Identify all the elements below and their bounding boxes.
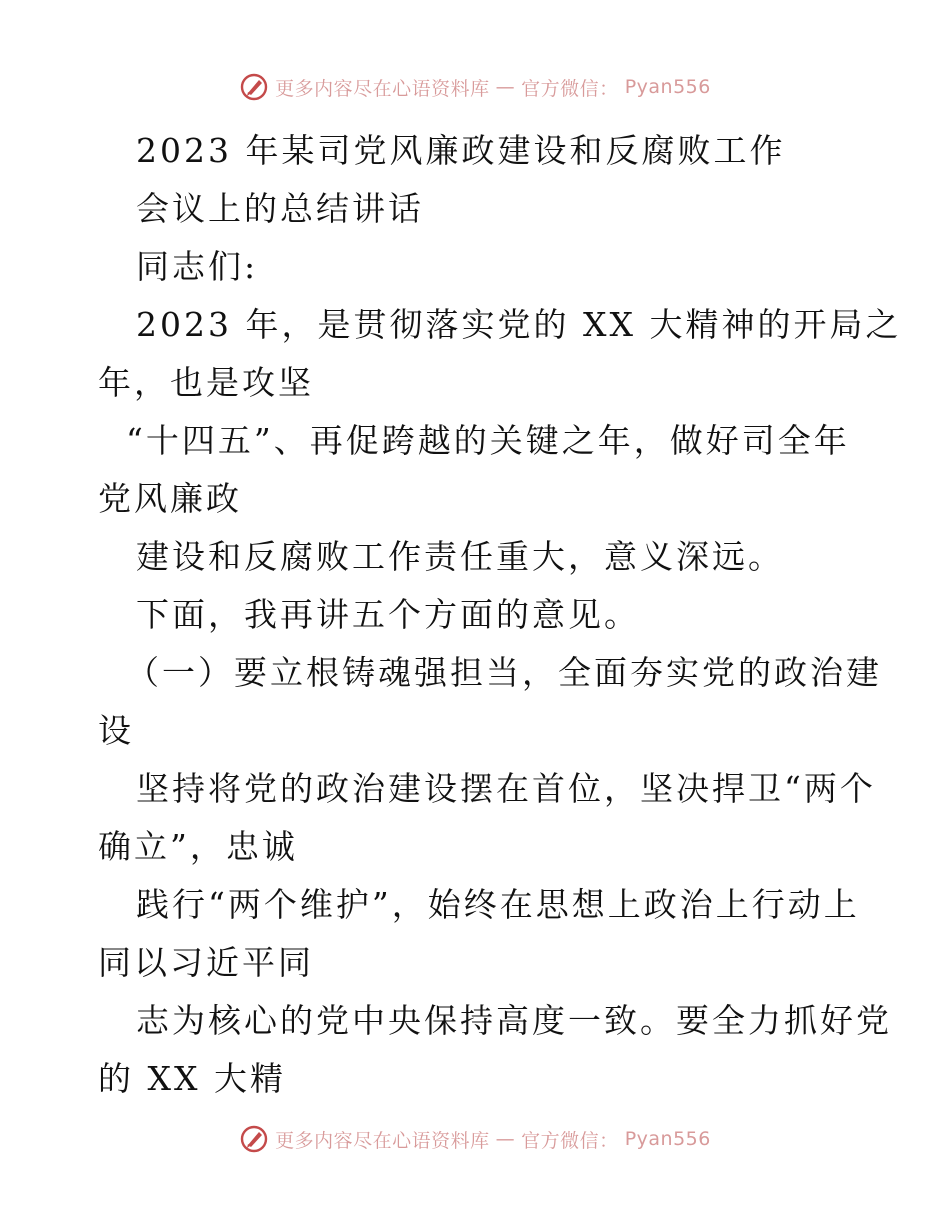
doc-line: 党风廉政: [98, 479, 242, 518]
doc-line: 坚持将党的政治建设摆在首位，坚决捍卫“两个: [136, 769, 876, 808]
doc-line: “十四五”、再促跨越的关键之年，做好司全年: [126, 421, 850, 460]
doc-line: 会议上的总结讲话: [136, 189, 424, 228]
doc-line: 2023 年某司党风廉政建设和反腐败工作: [136, 131, 786, 170]
doc-line: 志为核心的党中央保持高度一致。要全力抓好党: [136, 1001, 892, 1040]
watermark-id: Pyan556: [624, 76, 711, 98]
doc-line: 的 XX 大精: [98, 1059, 286, 1098]
header-watermark: [0, 72, 950, 102]
doc-line: 2023 年，是贯彻落实党的 XX 大精神的开局之: [136, 305, 902, 344]
document-body: [98, 122, 902, 1108]
doc-line: 年，也是攻坚: [98, 363, 314, 402]
watermark-separator: —: [495, 76, 516, 98]
watermark-text: 更多内容尽在心语资料库: [275, 77, 490, 100]
watermark-text: 更多内容尽在心语资料库: [275, 1129, 490, 1152]
doc-line: 同以习近平同: [98, 943, 314, 982]
pen-seal-icon: [239, 72, 269, 102]
watermark-separator: —: [495, 1128, 516, 1150]
doc-line: 确立”，忠诚: [98, 827, 298, 866]
doc-line: 设: [98, 711, 134, 750]
pen-seal-icon: [239, 1124, 269, 1154]
doc-line: （一）要立根铸魂强担当，全面夯实党的政治建: [126, 653, 882, 692]
watermark-id: Pyan556: [624, 1128, 711, 1150]
doc-line: 践行“两个维护”，始终在思想上政治上行动上: [136, 885, 860, 924]
doc-line: 同志们:: [136, 247, 259, 286]
footer-watermark: [0, 1124, 950, 1154]
watermark-label: 官方微信：: [521, 77, 619, 100]
doc-line: 建设和反腐败工作责任重大，意义深远。: [136, 537, 784, 576]
doc-line: 下面，我再讲五个方面的意见。: [136, 595, 640, 634]
watermark-label: 官方微信：: [521, 1129, 619, 1152]
